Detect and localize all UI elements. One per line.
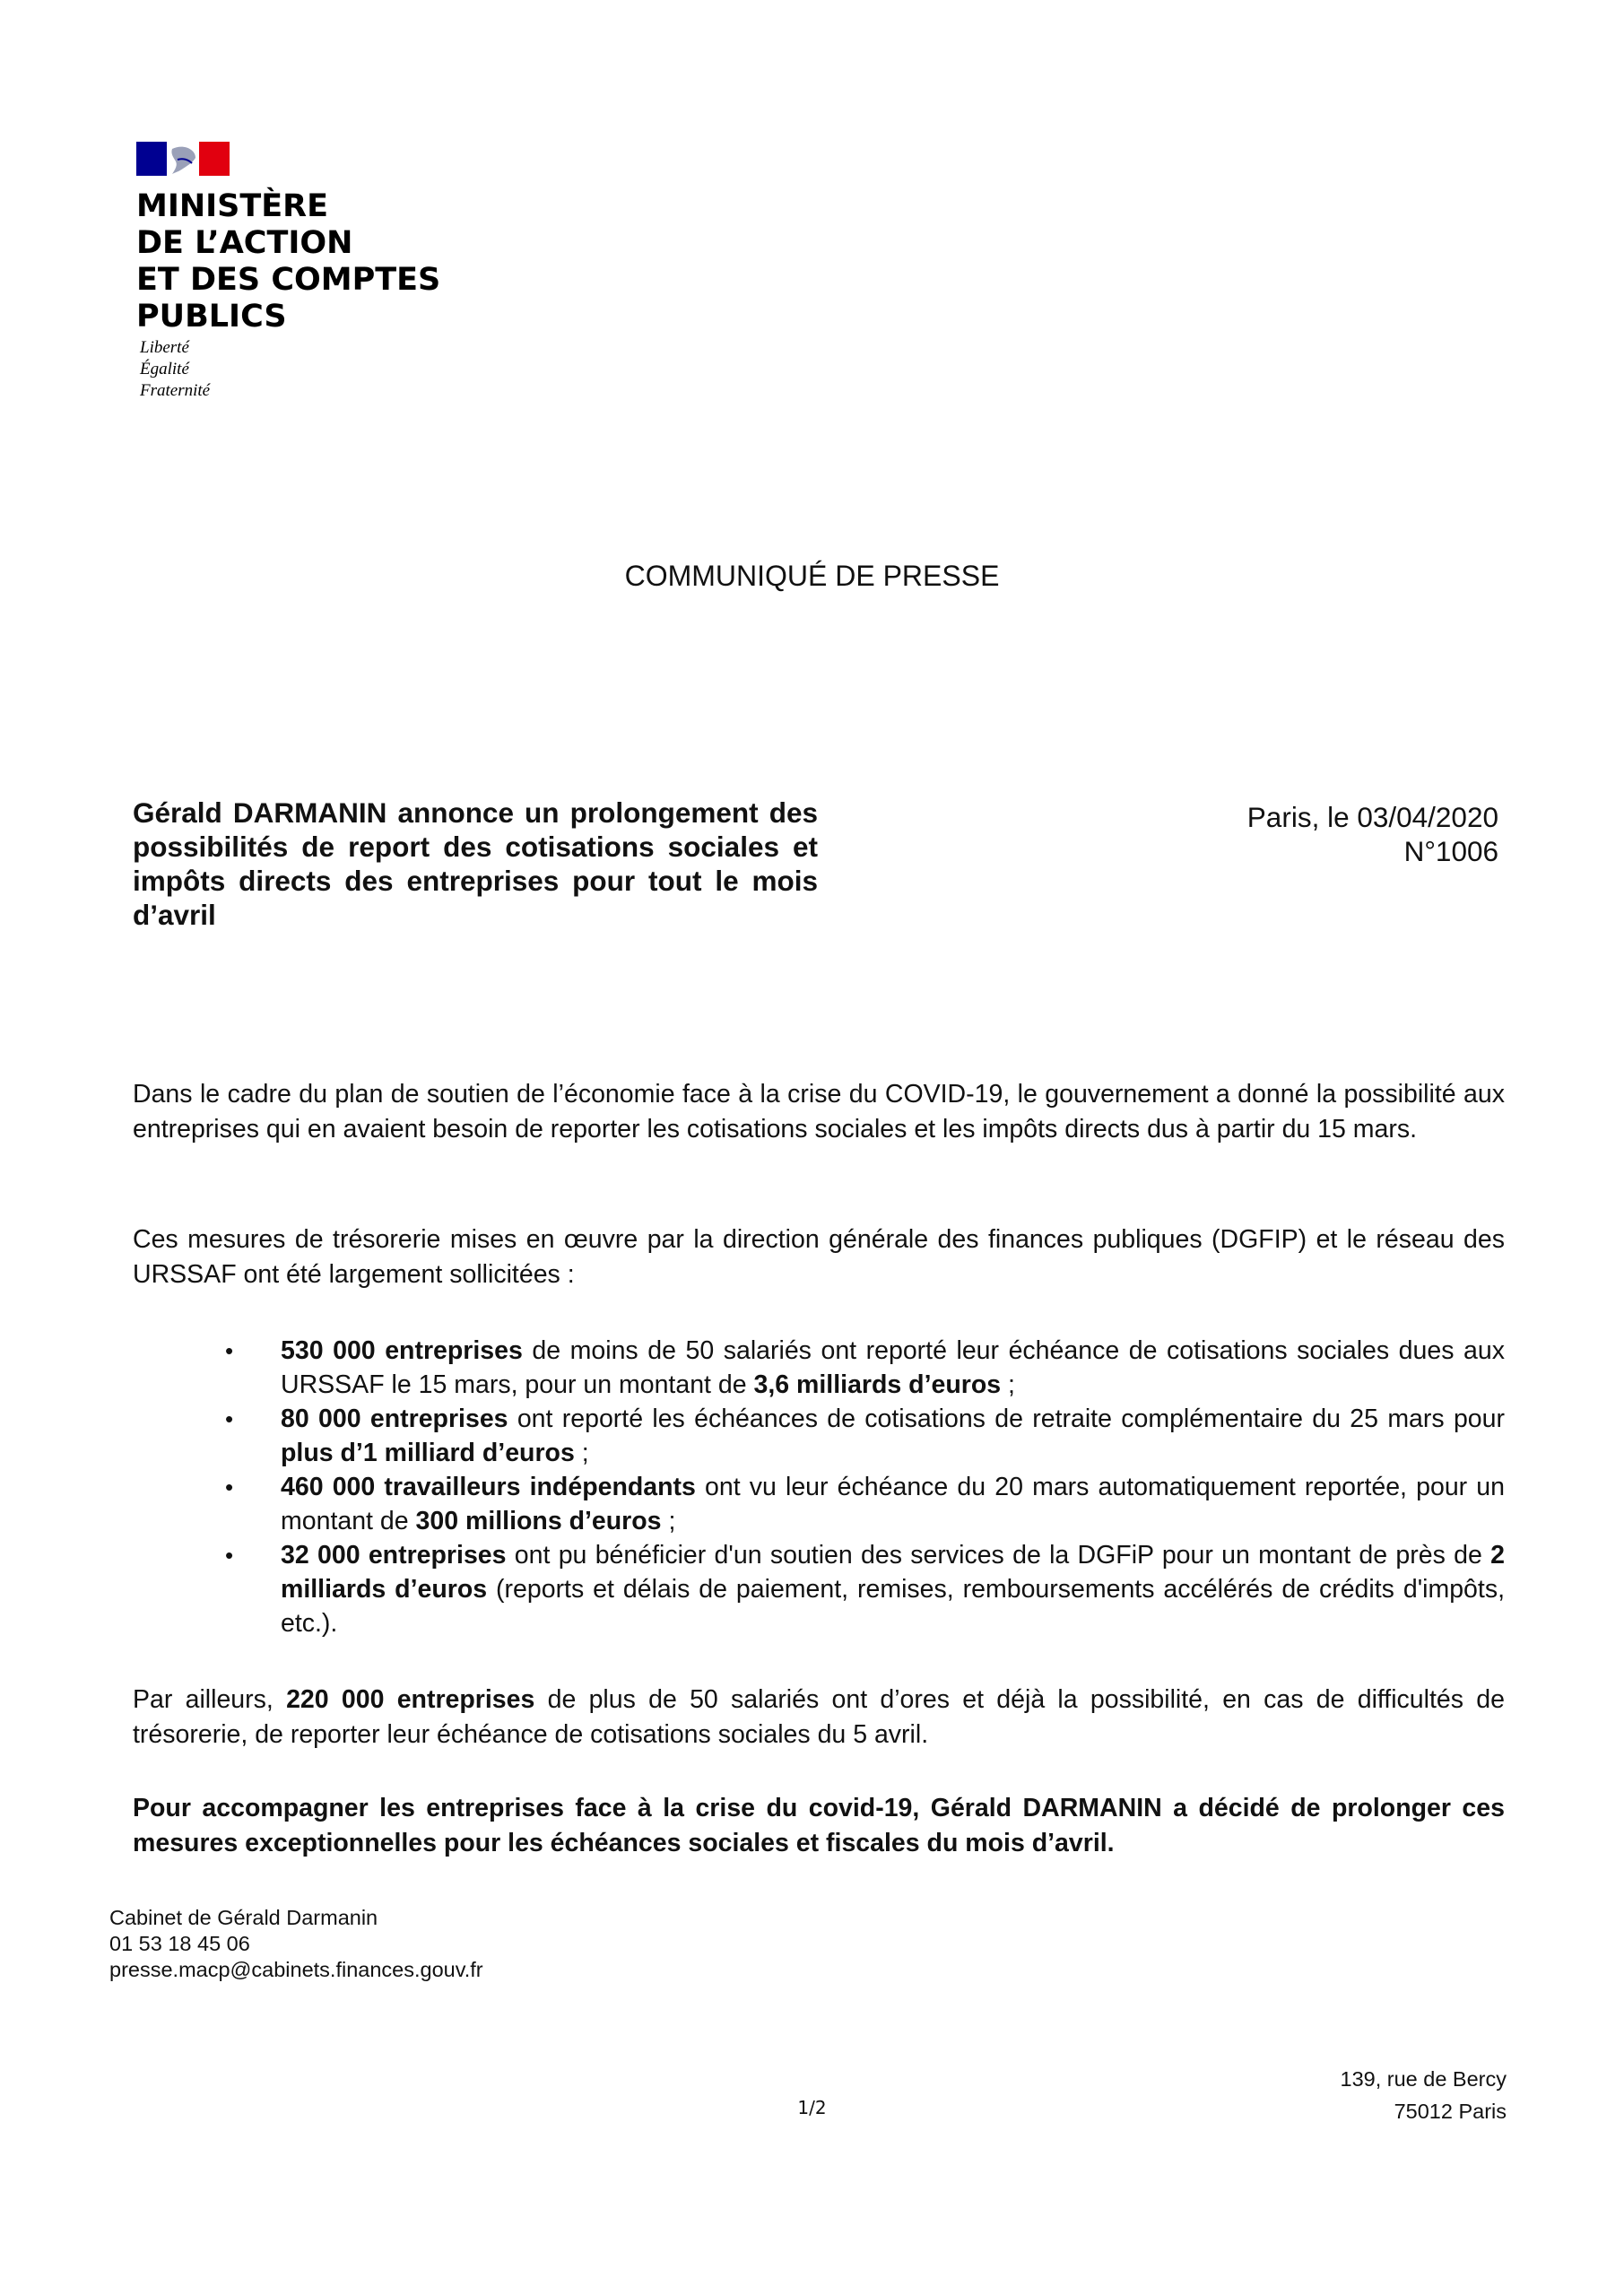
bold-figure: 220 000 entreprises: [286, 1685, 535, 1714]
measures-paragraph: Ces mesures de trésorerie mises en œuvre par la direction générale des finances publiques (DGFIP) et le réseau des URSSAF ont été largement sollicitées :: [133, 1225, 1505, 1289]
ministry-name: [136, 188, 513, 335]
address-city: 75012 Paris: [1394, 2100, 1507, 2123]
republic-motto: [140, 337, 210, 402]
list-item: [133, 1402, 1505, 1470]
bold-figure: 32 000 entreprises: [281, 1541, 507, 1570]
bullet-text: ont pu bénéficier d'un soutien des services de la DGFiP pour un montant de près de: [506, 1541, 1491, 1570]
bold-figure: 460 000 travailleurs indépendants: [281, 1473, 696, 1501]
page-number: 1/2: [797, 2097, 827, 2118]
bold-figure: 530 000 entreprises: [281, 1336, 523, 1365]
date-line: Paris, le 03/04/2020: [1246, 801, 1498, 833]
contact-phone: 01 53 18 45 06: [109, 1932, 250, 1955]
bold-figure: 80 000 entreprises: [281, 1405, 508, 1433]
bold-amount: 2 milliards d’euros: [281, 1541, 1505, 1604]
bullet-text: ont reporté les échéances de cotisations de retraite complémentaire du 25 mars pour: [508, 1405, 1505, 1433]
marianne-flag-logo: [136, 142, 230, 176]
bullet-glyph: •: [225, 1542, 234, 1569]
paragraph-text: Par ailleurs,: [133, 1685, 287, 1714]
bullet-text: ;: [661, 1507, 676, 1535]
press-contact: [109, 1905, 483, 1983]
press-release-headline: Gérald DARMANIN annonce un prolongement des possibilités de report des cotisations sociales et impôts directs des entreprises pour tout le mois d’avril: [133, 796, 818, 931]
list-item: [133, 1538, 1505, 1640]
motto-line: Fraternité: [140, 381, 211, 400]
bold-amount: 300 millions d’euros: [415, 1507, 662, 1535]
ministry-line: DE L’ACTION: [136, 225, 353, 261]
bold-amount: plus d’1 milliard d’euros: [281, 1439, 575, 1467]
motto-line: Liberté: [140, 338, 189, 357]
bullet-text: ont vu leur échéance du 20 mars automatiquement reportée, pour un montant de: [281, 1473, 1505, 1535]
ministry-line: ET DES COMPTES: [136, 262, 441, 298]
bullet-text: ;: [574, 1439, 589, 1467]
ministry-logo: [136, 142, 441, 400]
measures-list: [133, 1334, 1505, 1640]
bullet-text: (reports et délais de paiement, remises, remboursements accélérés de crédits d'impôts, etc.).: [281, 1575, 1505, 1638]
list-item: [133, 1334, 1505, 1402]
bullet-glyph: •: [225, 1474, 234, 1500]
document-type-title: COMMUNIQUÉ DE PRESSE: [624, 560, 1000, 592]
list-item: [133, 1470, 1505, 1538]
large-companies-paragraph: [133, 1683, 1505, 1752]
contact-email: presse.macp@cabinets.finances.gouv.fr: [109, 1958, 483, 1981]
conclusion-paragraph: Pour accompagner les entreprises face à la crise du covid-19, Gérald DARMANIN a décidé de prolonger ces mesures exceptionnelles pour les échéances sociales et fiscales du mois d’avril.: [133, 1794, 1505, 1857]
motto-line: Égalité: [140, 360, 189, 378]
bullet-glyph: •: [225, 1405, 234, 1432]
ministry-line: MINISTÈRE: [136, 188, 329, 224]
intro-paragraph: Dans le cadre du plan de soutien de l’économie face à la crise du COVID-19, le gouvernement a donné la possibilité aux entreprises qui en avaient besoin de reporter les cotisations sociales et les impôts directs dus à partir du 15 mars.: [133, 1080, 1505, 1144]
bold-amount: 3,6 milliards d’euros: [753, 1370, 1002, 1399]
date-block: [1247, 800, 1498, 868]
contact-name: Cabinet de Gérald Darmanin: [109, 1906, 378, 1929]
release-number: N°1006: [1403, 835, 1498, 867]
bullet-text: ;: [1001, 1370, 1015, 1399]
bullet-text: de moins de 50 salariés ont reporté leur échéance de cotisations sociales dues aux URSSAF le 15 mars, pour un montant de: [281, 1336, 1505, 1399]
address-street: 139, rue de Bercy: [1340, 2067, 1507, 2091]
bullet-glyph: •: [225, 1337, 234, 1364]
postal-address: [1341, 2063, 1507, 2127]
paragraph-text: de plus de 50 salariés ont d’ores et déjà la possibilité, en cas de difficultés de trésorerie, de reporter leur échéance de cotisations sociales du 5 avril.: [133, 1685, 1505, 1749]
ministry-line: PUBLICS: [136, 299, 287, 335]
